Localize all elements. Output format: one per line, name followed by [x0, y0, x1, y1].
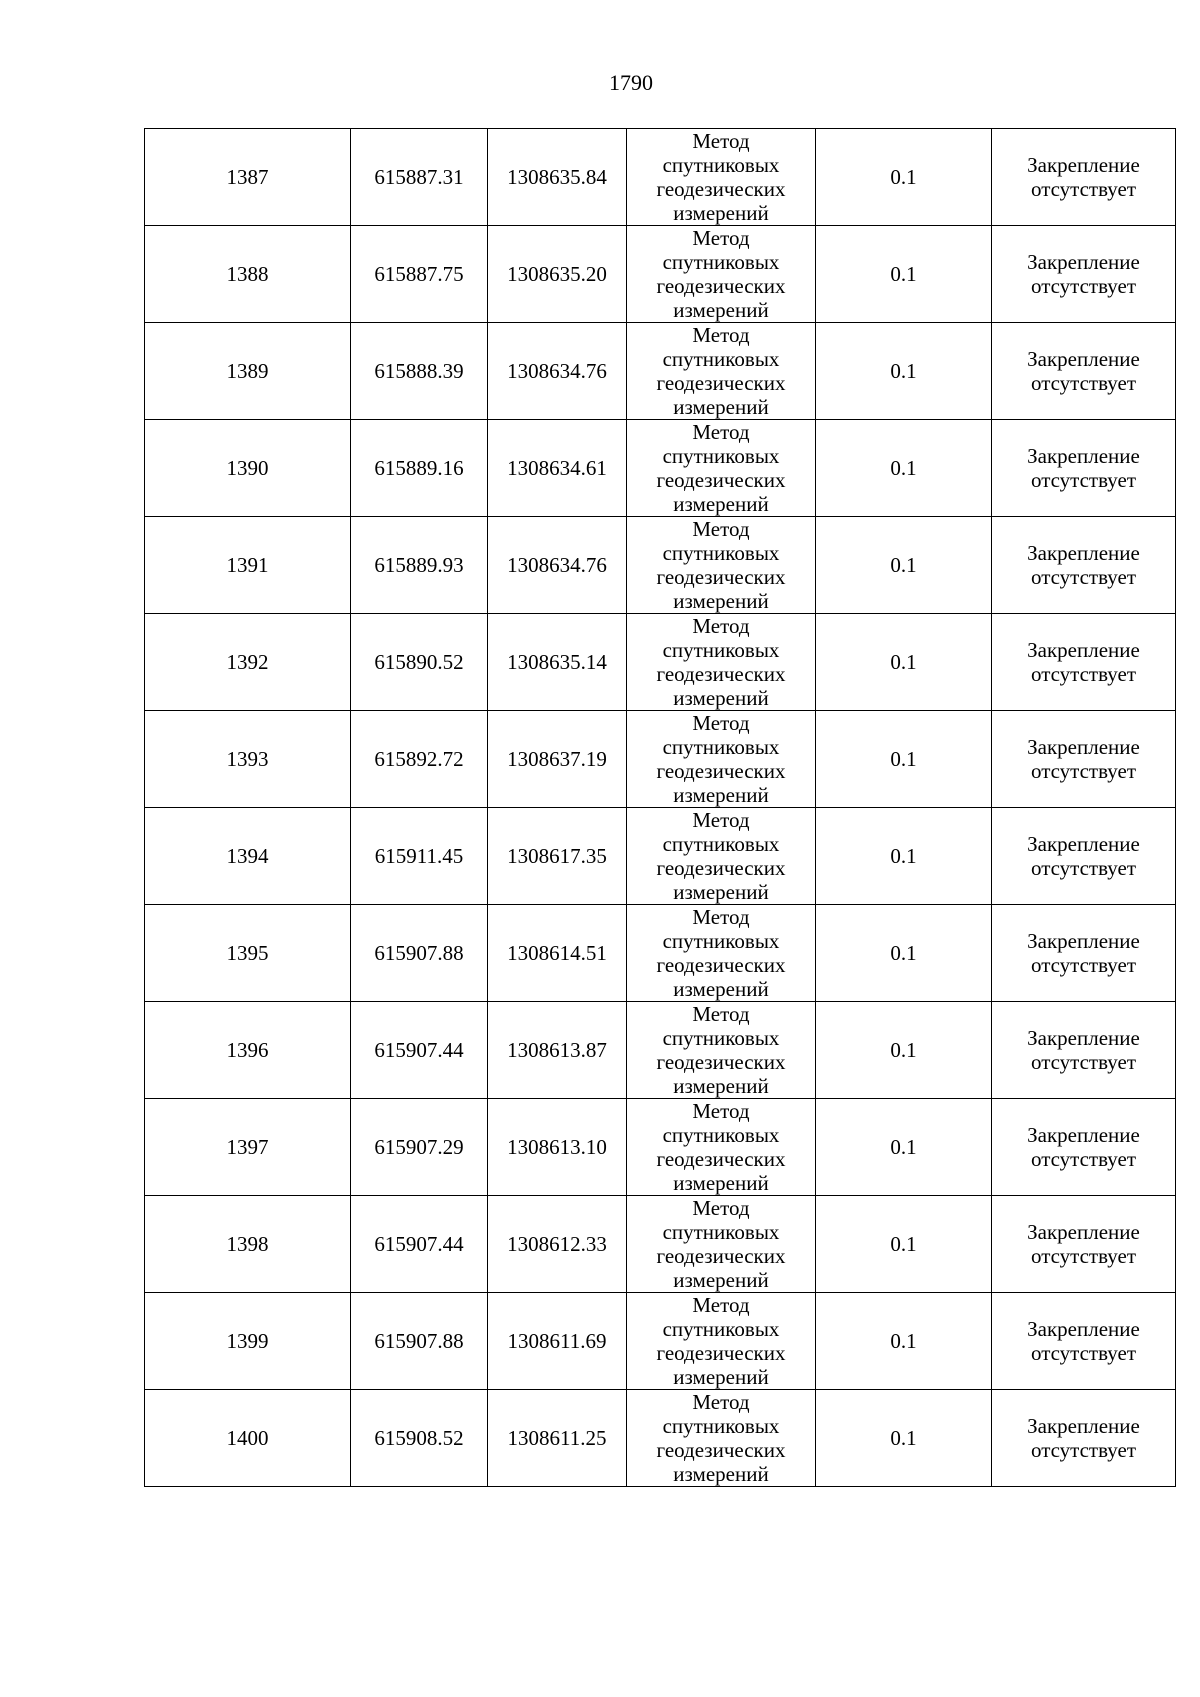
fixing-description-text: Закрепление отсутствует	[1027, 832, 1140, 880]
x-coordinate-cell: 615887.75	[351, 226, 488, 323]
method-cell	[627, 808, 816, 905]
x-coordinate-cell: 615888.39	[351, 323, 488, 420]
fixing-description-cell	[992, 1196, 1176, 1293]
x-coordinate-cell: 615892.72	[351, 711, 488, 808]
fixing-description-cell	[992, 614, 1176, 711]
fixing-description-text: Закрепление отсутствует	[1027, 444, 1140, 492]
x-coordinate-cell: 615907.88	[351, 1293, 488, 1390]
fixing-description-text: Закрепление отсутствует	[1027, 347, 1140, 395]
table-row	[145, 614, 1176, 711]
x-coordinate-cell: 615887.31	[351, 129, 488, 226]
accuracy-cell: 0.1	[816, 129, 992, 226]
x-coordinate-cell: 615889.93	[351, 517, 488, 614]
point-number-cell: 1396	[145, 1002, 351, 1099]
method-text: Метод спутниковых геодезических измерений	[656, 420, 786, 516]
method-text: Метод спутниковых геодезических измерений	[656, 323, 786, 419]
y-coordinate-cell: 1308611.25	[488, 1390, 627, 1487]
x-coordinate-cell: 615908.52	[351, 1390, 488, 1487]
y-coordinate-cell: 1308611.69	[488, 1293, 627, 1390]
method-text: Метод спутниковых геодезических измерений	[656, 517, 786, 613]
fixing-description-cell	[992, 905, 1176, 1002]
table-row	[145, 1002, 1176, 1099]
point-number-cell: 1399	[145, 1293, 351, 1390]
y-coordinate-cell: 1308634.61	[488, 420, 627, 517]
fixing-description-text: Закрепление отсутствует	[1027, 638, 1140, 686]
y-coordinate-cell: 1308634.76	[488, 323, 627, 420]
fixing-description-text: Закрепление отсутствует	[1027, 735, 1140, 783]
y-coordinate-cell: 1308634.76	[488, 517, 627, 614]
method-text: Метод спутниковых геодезических измерений	[656, 1002, 786, 1098]
y-coordinate-cell: 1308635.84	[488, 129, 627, 226]
y-coordinate-cell: 1308612.33	[488, 1196, 627, 1293]
fixing-description-text: Закрепление отсутствует	[1027, 541, 1140, 589]
point-number-cell: 1398	[145, 1196, 351, 1293]
table-row	[145, 1390, 1176, 1487]
fixing-description-text: Закрепление отсутствует	[1027, 153, 1140, 201]
x-coordinate-cell: 615907.29	[351, 1099, 488, 1196]
fixing-description-cell	[992, 226, 1176, 323]
y-coordinate-cell: 1308637.19	[488, 711, 627, 808]
point-number-cell: 1395	[145, 905, 351, 1002]
method-text: Метод спутниковых геодезических измерений	[656, 226, 786, 322]
method-text: Метод спутниковых геодезических измерений	[656, 808, 786, 904]
table-row	[145, 1099, 1176, 1196]
method-text: Метод спутниковых геодезических измерений	[656, 129, 786, 225]
method-text: Метод спутниковых геодезических измерений	[656, 1196, 786, 1292]
fixing-description-cell	[992, 420, 1176, 517]
fixing-description-cell	[992, 711, 1176, 808]
accuracy-cell: 0.1	[816, 517, 992, 614]
method-cell	[627, 1293, 816, 1390]
y-coordinate-cell: 1308617.35	[488, 808, 627, 905]
method-text: Метод спутниковых геодезических измерений	[656, 1390, 786, 1486]
table-row	[145, 517, 1176, 614]
method-cell	[627, 1196, 816, 1293]
fixing-description-text: Закрепление отсутствует	[1027, 929, 1140, 977]
method-cell	[627, 1390, 816, 1487]
method-cell	[627, 711, 816, 808]
y-coordinate-cell: 1308613.87	[488, 1002, 627, 1099]
fixing-description-cell	[992, 1390, 1176, 1487]
method-cell	[627, 517, 816, 614]
table-row	[145, 905, 1176, 1002]
accuracy-cell: 0.1	[816, 1002, 992, 1099]
fixing-description-text: Закрепление отсутствует	[1027, 1414, 1140, 1462]
fixing-description-text: Закрепление отсутствует	[1027, 1317, 1140, 1365]
method-cell	[627, 1099, 816, 1196]
table-row	[145, 1293, 1176, 1390]
point-number-cell: 1391	[145, 517, 351, 614]
accuracy-cell: 0.1	[816, 226, 992, 323]
x-coordinate-cell: 615907.44	[351, 1002, 488, 1099]
method-text: Метод спутниковых геодезических измерений	[656, 1293, 786, 1389]
point-number-cell: 1389	[145, 323, 351, 420]
method-cell	[627, 614, 816, 711]
page-number: 1790	[609, 70, 653, 95]
fixing-description-cell	[992, 1002, 1176, 1099]
y-coordinate-cell: 1308635.20	[488, 226, 627, 323]
fixing-description-text: Закрепление отсутствует	[1027, 1220, 1140, 1268]
fixing-description-cell	[992, 323, 1176, 420]
table-body	[145, 129, 1176, 1487]
fixing-description-text: Закрепление отсутствует	[1027, 1123, 1140, 1171]
point-number-cell: 1397	[145, 1099, 351, 1196]
method-cell	[627, 226, 816, 323]
table-row	[145, 1196, 1176, 1293]
fixing-description-cell	[992, 1099, 1176, 1196]
y-coordinate-cell: 1308613.10	[488, 1099, 627, 1196]
fixing-description-cell	[992, 517, 1176, 614]
accuracy-cell: 0.1	[816, 1196, 992, 1293]
x-coordinate-cell: 615907.88	[351, 905, 488, 1002]
table-row	[145, 129, 1176, 226]
coordinates-table	[144, 128, 1176, 1487]
accuracy-cell: 0.1	[816, 614, 992, 711]
method-cell	[627, 323, 816, 420]
point-number-cell: 1393	[145, 711, 351, 808]
method-cell	[627, 420, 816, 517]
method-cell	[627, 1002, 816, 1099]
table-row	[145, 323, 1176, 420]
method-text: Метод спутниковых геодезических измерений	[656, 614, 786, 710]
fixing-description-cell	[992, 129, 1176, 226]
fixing-description-cell	[992, 808, 1176, 905]
point-number-cell: 1400	[145, 1390, 351, 1487]
table-row	[145, 420, 1176, 517]
method-text: Метод спутниковых геодезических измерений	[656, 711, 786, 807]
accuracy-cell: 0.1	[816, 1293, 992, 1390]
accuracy-cell: 0.1	[816, 1390, 992, 1487]
fixing-description-text: Закрепление отсутствует	[1027, 1026, 1140, 1074]
x-coordinate-cell: 615907.44	[351, 1196, 488, 1293]
accuracy-cell: 0.1	[816, 1099, 992, 1196]
accuracy-cell: 0.1	[816, 420, 992, 517]
point-number-cell: 1390	[145, 420, 351, 517]
x-coordinate-cell: 615911.45	[351, 808, 488, 905]
method-text: Метод спутниковых геодезических измерений	[656, 905, 786, 1001]
table-row	[145, 808, 1176, 905]
point-number-cell: 1388	[145, 226, 351, 323]
table-row	[145, 226, 1176, 323]
method-cell	[627, 905, 816, 1002]
accuracy-cell: 0.1	[816, 711, 992, 808]
point-number-cell: 1387	[145, 129, 351, 226]
fixing-description-cell	[992, 1293, 1176, 1390]
y-coordinate-cell: 1308614.51	[488, 905, 627, 1002]
fixing-description-text: Закрепление отсутствует	[1027, 250, 1140, 298]
point-number-cell: 1394	[145, 808, 351, 905]
accuracy-cell: 0.1	[816, 323, 992, 420]
method-text: Метод спутниковых геодезических измерений	[656, 1099, 786, 1195]
accuracy-cell: 0.1	[816, 905, 992, 1002]
x-coordinate-cell: 615889.16	[351, 420, 488, 517]
table-row	[145, 711, 1176, 808]
point-number-cell: 1392	[145, 614, 351, 711]
method-cell	[627, 129, 816, 226]
x-coordinate-cell: 615890.52	[351, 614, 488, 711]
accuracy-cell: 0.1	[816, 808, 992, 905]
y-coordinate-cell: 1308635.14	[488, 614, 627, 711]
